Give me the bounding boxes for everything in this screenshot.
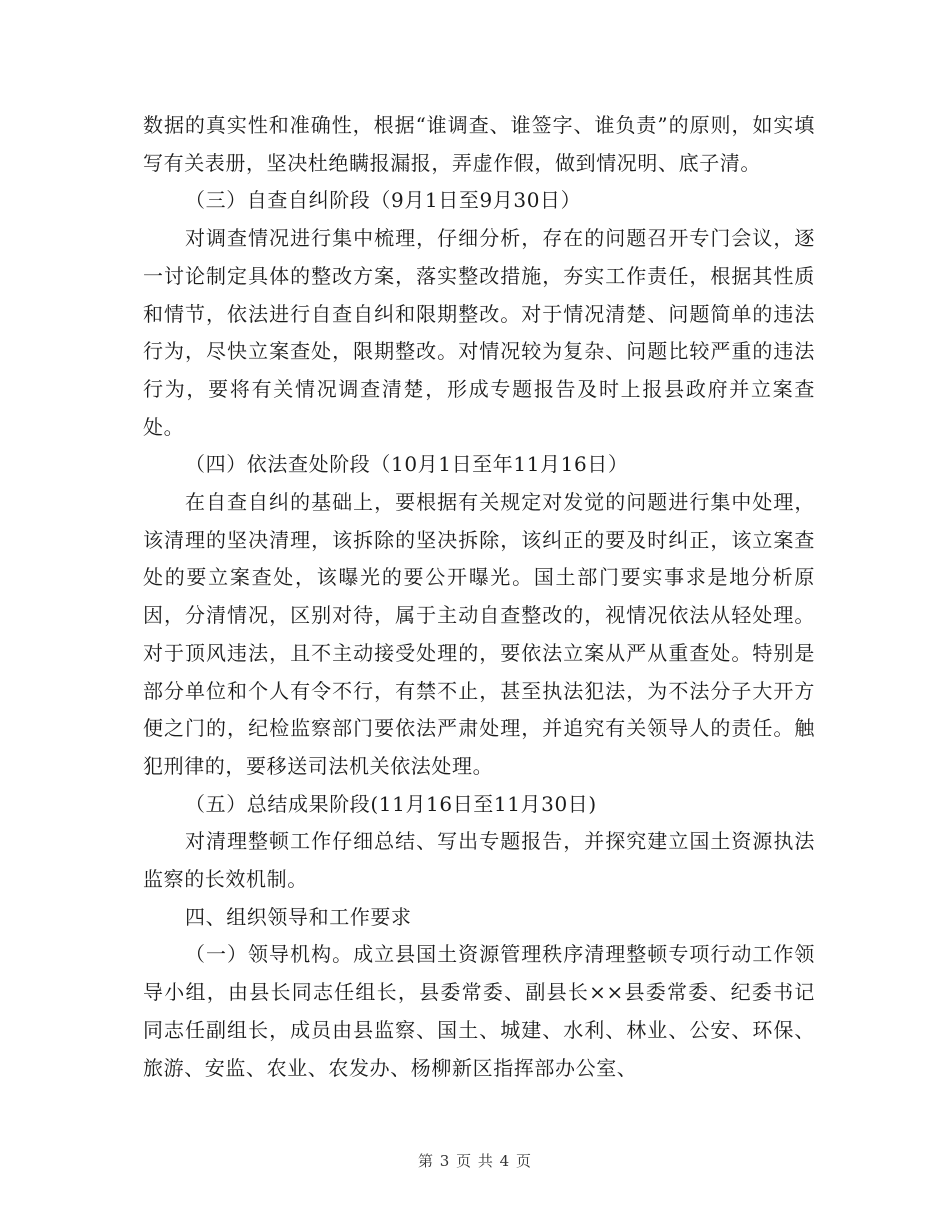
paragraph-leadership: （一）领导机构。成立县国土资源管理秩序清理整顿专项行动工作领导小组，由县长同志任组长，县委常委、副县长××县委常委、纪委书记同志任副组长，成员由县监察、国土、城建、水利、林业、公安、环保、旅游、安监、农业、农发办、杨柳新区指挥部办公室、 [143, 942, 815, 1080]
paragraph-continued: 数据的真实性和准确性，根据“谁调查、谁签字、谁负责”的原则，如实填写有关表册，坚决杜绝瞒报漏报，弄虚作假，做到情况明、底子清。 [143, 113, 815, 175]
page-number-footer: 第 3 页 共 4 页 [418, 1152, 532, 1170]
paragraph-investigation: 在自查自纠的基础上，要根据有关规定对发觉的问题进行集中处理，该清理的坚决清理，该拆除的坚决拆除，该纠正的要及时纠正，该立案查处的要立案查处，该曝光的要公开曝光。国土部门要实事求是地分析原因，分清情况，区别对待，属于主动自查整改的，视情况依法从轻处理。对于顶风违法，且不主动接受处理的，要依法立案从严从重查处。特别是部分单位和个人有令不行，有禁不止，甚至执法犯法，为不法分子大开方便之门的，纪检监察部门要依法严肃处理，并追究有关领导人的责任。触犯刑律的，要移送司法机关依法处理。 [143, 490, 815, 778]
section-heading-self-check: （三）自查自纠阶段（9月1日至9月30日） [185, 188, 582, 213]
section-heading-investigation: （四）依法查处阶段（10月1日至年11月16日） [185, 452, 629, 477]
section-heading-organization: 四、组织领导和工作要求 [185, 904, 412, 929]
document-body [143, 107, 815, 1087]
paragraph-self-check: 对调查情况进行集中梳理，仔细分析，存在的问题召开专门会议，逐一讨论制定具体的整改方案，落实整改措施，夯实工作责任，根据其性质和情节，依法进行自查自纠和限期整改。对于情况清楚、问题简单的违法行为，尽快立案查处，限期整改。对情况较为复杂、问题比较严重的违法行为，要将有关情况调查清楚，形成专题报告及时上报县政府并立案查处。 [143, 226, 815, 439]
paragraph-summary: 对清理整顿工作仔细总结、写出专题报告，并探究建立国土资源执法监察的长效机制。 [143, 829, 815, 892]
section-heading-summary: （五）总结成果阶段(11月16日至11月30日) [185, 791, 597, 816]
